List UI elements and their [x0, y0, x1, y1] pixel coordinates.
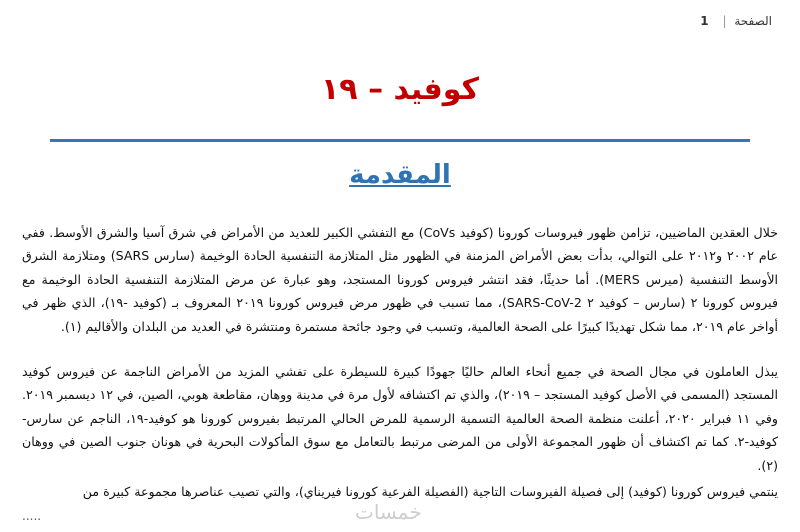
page-header: [28, 14, 772, 36]
continuation-dots: .....: [22, 509, 42, 523]
page-number: 1: [700, 14, 709, 28]
page-label: الصفحة: [734, 14, 772, 28]
paragraph-intro: خلال العقدين الماضيين، تزامن ظهور فيروسات كورونا (كوفيد CoVs) مع التفشي الكبير للعديد من الأمراض في شرق آسيا والشرق الأوسط. ففي عام ٢٠٠٢ و٢٠١٢ على التوالي، بدأت بعض الأمراض المزمنة في الظهور مثل المتلازمة التنفسية الحادة الوخيمة (سارس SARS) ومتلازمة الشرق الأوسط التنفسية (ميرس MERS). أما حديثًا، فقد انتشر فيروس كورونا المستجد، وهو عبارة عن مرض المتلازمة التنفسية الحادة الوخيمة مع فيروس كورونا ٢ (سارس – كوفيد ٢ SARS-CoV-2)، مما تسبب في ظهور مرض فيروس كورونا ٢٠١٩ المعروف بـ (كوفيد -١٩)، الذي ظهر في أواخر عام ٢٠١٩، مما شكل تهديدًا كبيرًا على الصحة العالمية، وتسبب في وجود جائحة مستمرة ومنتشرة في العديد من البلدان والأقاليم (١).: [22, 224, 779, 334]
paragraph-classification: ينتمي فيروس كورونا (كوفيد) إلى فصيلة الفيروسات التاجية (الفصيلة الفرعية كورونا فيريناي)، والتي تصيب عناصرها مجموعة كبيرة من: [82, 483, 778, 499]
document-title: كوفيد – ١٩: [321, 72, 479, 107]
paragraph-health-workers: يبذل العاملون في مجال الصحة في جميع أنحاء العالم حاليًا جهودًا كبيرة للسيطرة على تفشي المزيد من الأمراض الناجمة عن فيروس كوفيد المستجد (المسمى في الأصل كوفيد المستجد – ٢٠١٩)، والذي تم اكتشافه لأول مرة في مدينة ووهان، مقاطعة هوبي، الصين، في ١٢ ديسمبر ٢٠١٩. وفي ١١ فبراير ٢٠٢٠، أعلنت منظمة الصحة العالمية التسمية الرسمية للمرض الحالي المرتبط بفيروس كورونا هو كوفيد-١٩، الناجم عن سارس-كوفيد-٢. كما تم اكتشاف أن ظهور المجموعة الأولى من المرضى مرتبط بالتعامل مع سوق المأكولات البحرية في هونان جنوب الصين في ووهان (٢).: [22, 363, 778, 473]
watermark: خمسات: [355, 500, 422, 524]
page-separator: |: [722, 14, 727, 28]
title-divider: [50, 139, 750, 142]
section-heading: المقدمة: [349, 160, 451, 190]
